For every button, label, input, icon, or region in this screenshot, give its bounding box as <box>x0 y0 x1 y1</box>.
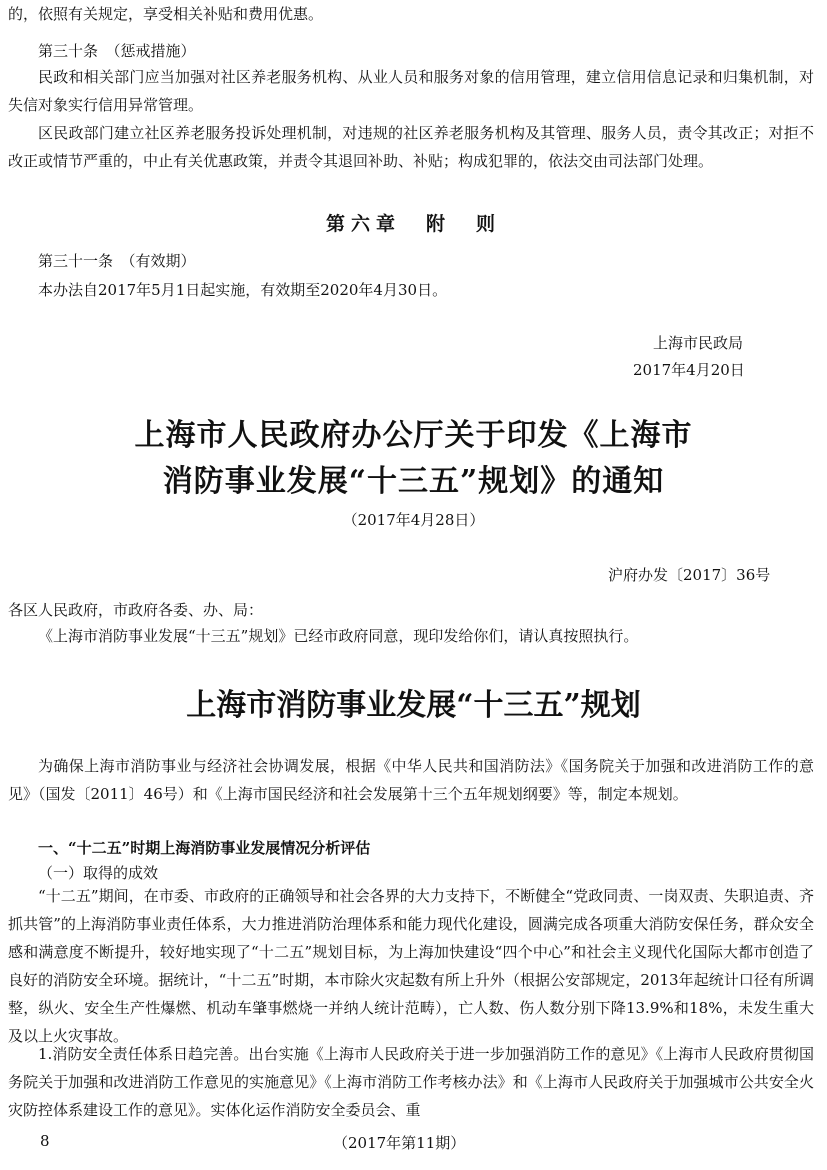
achievements-paragraph: “十二五”期间，在市委、市政府的正确领导和社会各界的大力支持下，不断健全“党政同责、一岗双责、失职追责、齐抓共管”的上海消防事业责任体系，大力推进消防治理体系和能力现代化建设，圆满完成各项重大消防安保任务，群众安全感和满意度不断提升，较好地实现了“十二五”规划目标，为上海加快建设“四个中心”和社会主义现代化国际大都市创造了良好的消防安全环境。据统计，“十二五”时期，本市除火灾起数有所上升外（根据公安部规定，2013年起统计口径有所调整，纵火、安全生产性爆燃、机动车肇事燃烧一并纳人统计范畴），亡人数、伤人数分别下降13.9%和18%，未发生重大及以上火灾事故。 <box>8 887 814 1045</box>
item-1-paragraph: 1.消防安全责任体系日趋完善。出台实施《上海市人民政府关于进一步加强消防工作的意见》《上海市人民政府贯彻国务院关于加强和改进消防工作意见的实施意见》《上海市消防工作考核办法》和《上海市人民政府关于加强城市公共安全火灾防控体系建设工作的意见》。实体化运作消防安全委员会、重 <box>8 1045 814 1119</box>
article-30-paragraph-2: 区民政部门建立社区养老服务投诉处理机制，对违规的社区养老服务机构及其管理、服务人员，责令其改正；对拒不改正或情节严重的，中止有关优惠政策，并责令其退回补助、补贴；构成犯罪的，依法交由司法部门处理。 <box>8 124 814 170</box>
signature-org: 上海市民政局 <box>653 334 744 352</box>
issue-label: （2017年第11期） <box>333 1134 466 1152</box>
notice-date: （2017年4月28日） <box>342 511 485 529</box>
notice-body: 《上海市消防事业发展“十三五”规划》已经市政府同意，现印发给你们，请认真按照执行。 <box>38 627 639 645</box>
document-number: 沪府办发〔2017〕36号 <box>608 566 771 584</box>
article-31-body: 本办法自2017年5月1日起实施，有效期至2020年4月30日。 <box>38 281 448 299</box>
article-30-paragraph-1: 民政和相关部门应当加强对社区养老服务机构、从业人员和服务对象的信用管理，建立信用信息记录和归集机制，对失信对象实行信用异常管理。 <box>8 68 814 114</box>
article-30-heading: 第三十条 （惩戒措施） <box>38 42 196 60</box>
plan-title: 上海市消防事业发展“十三五”规划 <box>186 688 641 723</box>
article-31-heading: 第三十一条 （有效期） <box>38 252 196 270</box>
section-1-heading: 一、“十二五”时期上海消防事业发展情况分析评估 <box>38 839 371 857</box>
plan-intro: 为确保上海市消防事业与经济社会协调发展，根据《中华人民共和国消防法》《国务院关于加强和改进消防工作的意见》（国发〔2011〕46号）和《上海市国民经济和社会发展第十三个五年规划纲要》等，制定本规划。 <box>8 757 814 803</box>
chapter-6-heading: 第六章 附 则 <box>325 213 501 235</box>
notice-title-line-1: 上海市人民政府办公厅关于印发《上海市 <box>134 418 693 453</box>
notice-title-line-2: 消防事业发展“十三五”规划》的通知 <box>162 464 665 499</box>
signature-date: 2017年4月20日 <box>633 361 745 379</box>
page-number: 8 <box>40 1132 50 1150</box>
subsection-1-heading: （一）取得的成效 <box>38 864 159 882</box>
notice-addressee: 各区人民政府，市政府各委、办、局： <box>8 601 264 619</box>
continuation-text: 的，依照有关规定，享受相关补贴和费用优惠。 <box>8 5 324 23</box>
